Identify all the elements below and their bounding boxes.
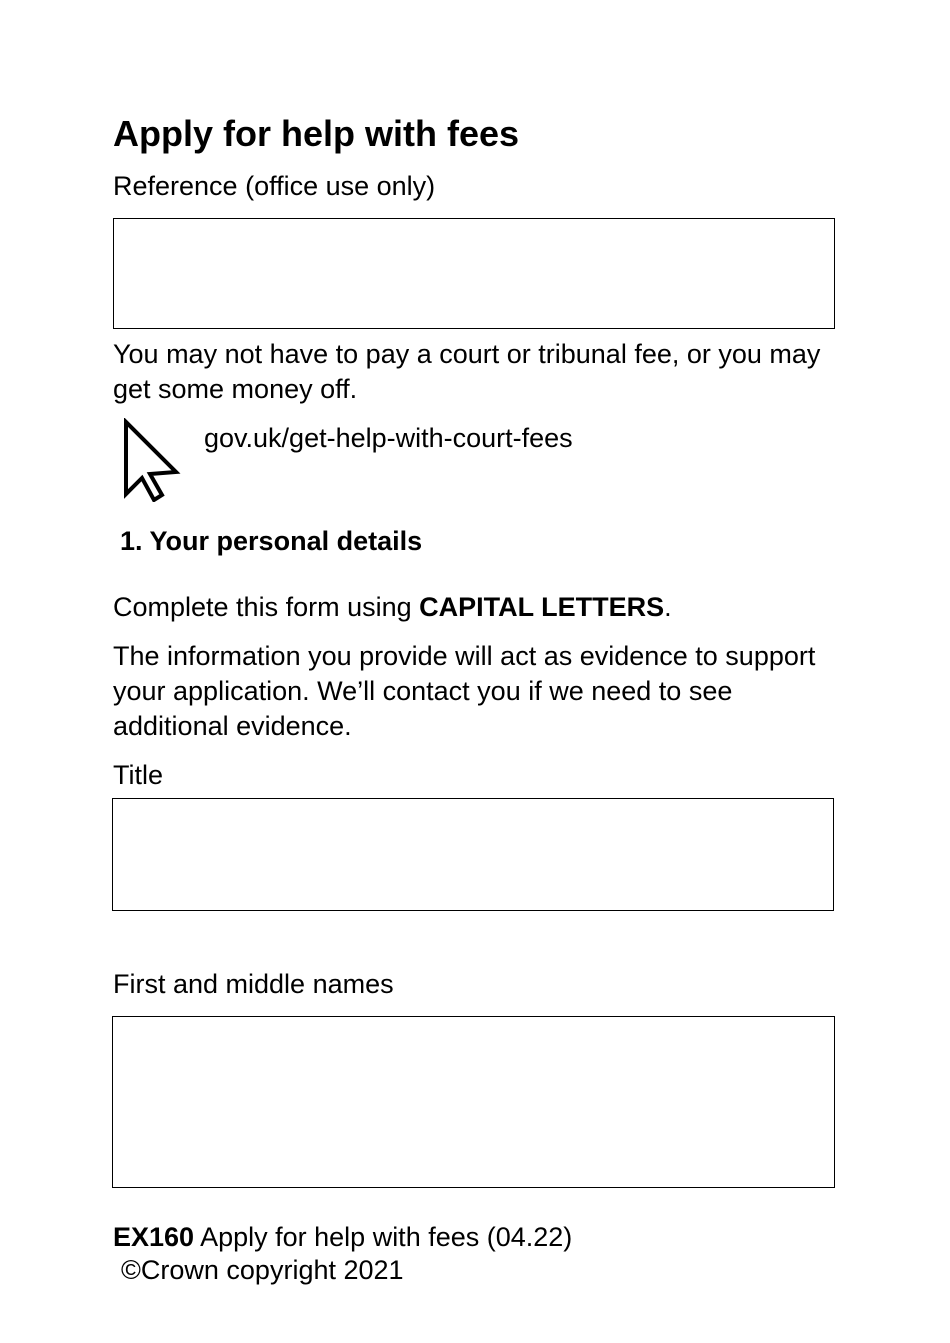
- section-title: Your personal details: [149, 526, 423, 556]
- reference-label: Reference (office use only): [113, 171, 436, 201]
- form-code: EX160: [113, 1222, 195, 1252]
- capital-letters-instruction: [113, 590, 672, 624]
- page-title: Apply for help with fees: [113, 113, 520, 154]
- form-name: Apply for help with fees (04.22): [194, 1222, 573, 1252]
- form-code-line: [113, 1220, 572, 1254]
- instruction-suffix: .: [664, 592, 672, 622]
- intro-text: You may not have to pay a court or tribunal fee, or you may get some money off.: [113, 339, 821, 404]
- names-label: First and middle names: [113, 969, 394, 999]
- title-field[interactable]: [112, 798, 834, 911]
- section-number: 1.: [120, 526, 143, 556]
- instruction-prefix: Complete this form using: [113, 592, 420, 622]
- first-middle-names-field[interactable]: [112, 1016, 835, 1188]
- help-with-fees-link[interactable]: gov.uk/get-help-with-court-fees: [204, 423, 573, 453]
- reference-field[interactable]: [113, 218, 835, 329]
- cursor-arrow-icon: [120, 418, 182, 502]
- section-heading-personal-details: [120, 524, 422, 558]
- evidence-text: The information you provide will act as evidence to support your application. We’ll contact you if we need to see additional evidence.: [113, 641, 816, 741]
- copyright-text: ©Crown copyright 2021: [121, 1255, 404, 1285]
- title-label: Title: [113, 760, 164, 790]
- instruction-emphasis: CAPITAL LETTERS: [419, 592, 665, 622]
